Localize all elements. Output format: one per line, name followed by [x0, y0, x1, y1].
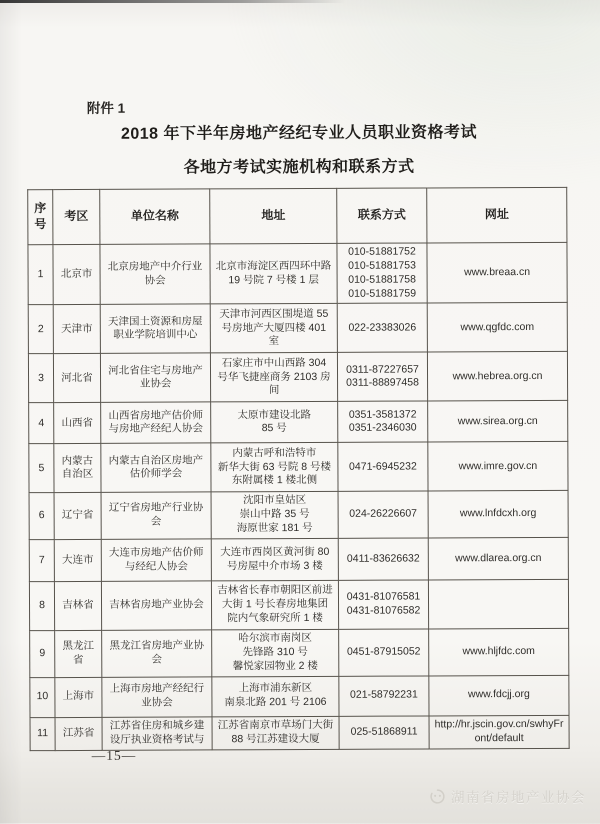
attachment-label: 附件 1: [86, 100, 126, 116]
cell-serial: 11: [30, 717, 55, 750]
cell-phones: 010-51881752 010-51881753 010-51881758 010-51881759: [337, 243, 427, 304]
cell-region: 内蒙古自治区: [54, 444, 101, 493]
document-title-line1: 2018 年下半年房地产经纪专业人员职业资格考试: [120, 124, 478, 143]
cell-phones: 0431-81076581 0431-81076582: [338, 580, 428, 629]
cell-website: www.hljfdc.com: [429, 628, 569, 675]
cell-phones: 025-51868911: [339, 716, 429, 749]
cell-region: 大连市: [54, 539, 101, 581]
cell-region: 黑龙江省: [55, 630, 102, 677]
header-website: 网址: [427, 187, 567, 243]
cell-address: 沈阳市皇姑区 崇山中路 35 号 海原世家 181 号: [211, 492, 338, 539]
cell-address: 上海市浦东新区 南泉北路 201 号 2106: [212, 676, 339, 717]
cell-website: www.dlarea.org.cn: [428, 537, 568, 580]
cell-phones: 022-23383026: [337, 303, 427, 352]
cell-serial: 7: [29, 540, 54, 582]
cell-address: 内蒙古呼和浩特市 新华大街 63 号院 8 号楼 东附属楼 1 楼北侧: [211, 443, 338, 493]
table-row: [29, 401, 568, 444]
cell-address: 北京市海淀区西四环中路 19 号院 7 号楼 1 层: [210, 243, 337, 304]
cell-phones: 021-58792231: [339, 676, 429, 716]
header-serial: 序号: [28, 190, 53, 245]
cell-website: www.imre.gov.cn: [428, 442, 568, 492]
header-region: 考区: [53, 189, 100, 244]
watermark-text: 湖南省房地产业协会: [451, 790, 586, 805]
cell-org: 上海市房地产经纪行业协会: [102, 676, 212, 716]
cell-phones: 0411-83626632: [338, 538, 428, 580]
cell-region: 辽宁省: [54, 493, 101, 540]
exam-agencies-table: [27, 187, 569, 751]
cell-region: 江苏省: [55, 717, 102, 750]
cell-org: 山西省房地产估价师与房地产经纪人协会: [101, 402, 211, 443]
cell-phones: 024-26226607: [338, 491, 428, 538]
cell-website: www.sirea.org.cn: [428, 401, 568, 443]
cell-website: www.fdcjj.org: [429, 675, 569, 716]
cell-serial: 4: [29, 403, 54, 444]
cell-website: [428, 579, 568, 629]
page-number: —15—: [91, 747, 137, 763]
cell-org: 天津国土资源和房屋职业学院培训中心: [100, 304, 210, 353]
cell-website: www.breaa.cn: [427, 242, 567, 303]
cell-address: 哈尔滨市南岗区 先锋路 310 号 馨悦家园物业 2 楼: [212, 629, 339, 676]
header-org: 单位名称: [100, 189, 210, 244]
cell-org: 大连市房地产估价师与经纪人协会: [101, 539, 211, 581]
table-row: [29, 442, 568, 493]
cell-org: 江苏省住房和城乡建设厅执业资格考试与: [102, 716, 212, 749]
cell-website: www.hebrea.org.cn: [427, 352, 567, 402]
cell-region: 山西省: [54, 403, 101, 444]
cell-region: 河北省: [53, 354, 100, 403]
table-header-row: [28, 187, 567, 244]
cell-phones: 0351-3581372 0351-2346030: [338, 401, 428, 442]
association-logo-icon: [429, 788, 446, 805]
header-address: 地址: [210, 188, 337, 244]
document-title-line2: 各地方考试实施机构和联系方式: [183, 158, 415, 177]
cell-region: 上海市: [55, 677, 102, 717]
table-row: [28, 242, 567, 305]
cell-serial: 9: [30, 631, 55, 678]
table-row: [28, 303, 567, 354]
table-row: [30, 675, 569, 717]
cell-serial: 10: [30, 677, 55, 717]
cell-org: 吉林省房地产业协会: [101, 581, 211, 630]
cell-org: 河北省住宅与房地产业协会: [100, 353, 210, 402]
cell-serial: 3: [28, 354, 53, 403]
table-row: [29, 491, 568, 540]
cell-website: http://hr.jscin.gov.cn/swhyFront/default: [429, 715, 569, 749]
cell-phones: 0311-87227657 0311-88897458: [337, 352, 427, 401]
cell-serial: 6: [29, 493, 54, 540]
photo-watermark: [429, 786, 586, 806]
table-row: [29, 537, 568, 581]
table-row: [28, 352, 567, 403]
cell-org: 北京房地产中介行业协会: [100, 244, 210, 305]
cell-phones: 0471-6945232: [338, 442, 428, 491]
cell-address: 吉林省长春市朝阳区前进大街 1 号长春房地集团院内气象研究所 1 楼: [211, 580, 338, 630]
cell-address: 江苏省南京市草场门大街 88 号江苏建设大厦: [212, 716, 339, 750]
cell-org: 内蒙古自治区房地产估价师学会: [101, 443, 211, 492]
table-row: [30, 715, 569, 750]
cell-serial: 2: [28, 305, 53, 354]
table-row: [30, 628, 569, 677]
cell-address: 天津市河西区围堤道 55 号房地产大厦四楼 401 室: [210, 304, 337, 354]
cell-website: www.qgfdc.com: [427, 303, 567, 353]
cell-serial: 1: [28, 245, 53, 306]
cell-address: 太原市建设北路 85 号: [211, 402, 338, 444]
cell-serial: 5: [29, 444, 54, 493]
cell-address: 石家庄市中山西路 304 号华飞捷座商务 2103 房间: [210, 353, 337, 403]
cell-region: 吉林省: [54, 581, 101, 630]
cell-address: 大连市西岗区黄河街 80 号房屋中介市场 3 楼: [211, 538, 338, 581]
cell-phones: 0451-87915052: [339, 629, 429, 676]
cell-serial: 8: [29, 582, 54, 631]
cell-region: 天津市: [53, 305, 100, 354]
header-contact: 联系方式: [337, 188, 427, 243]
cell-org: 黑龙江省房地产业协会: [102, 630, 212, 677]
cell-org: 辽宁省房地产行业协会: [101, 492, 211, 539]
cell-website: www.lnfdcxh.org: [428, 491, 568, 538]
table-row: [29, 579, 568, 630]
cell-region: 北京市: [53, 244, 100, 305]
